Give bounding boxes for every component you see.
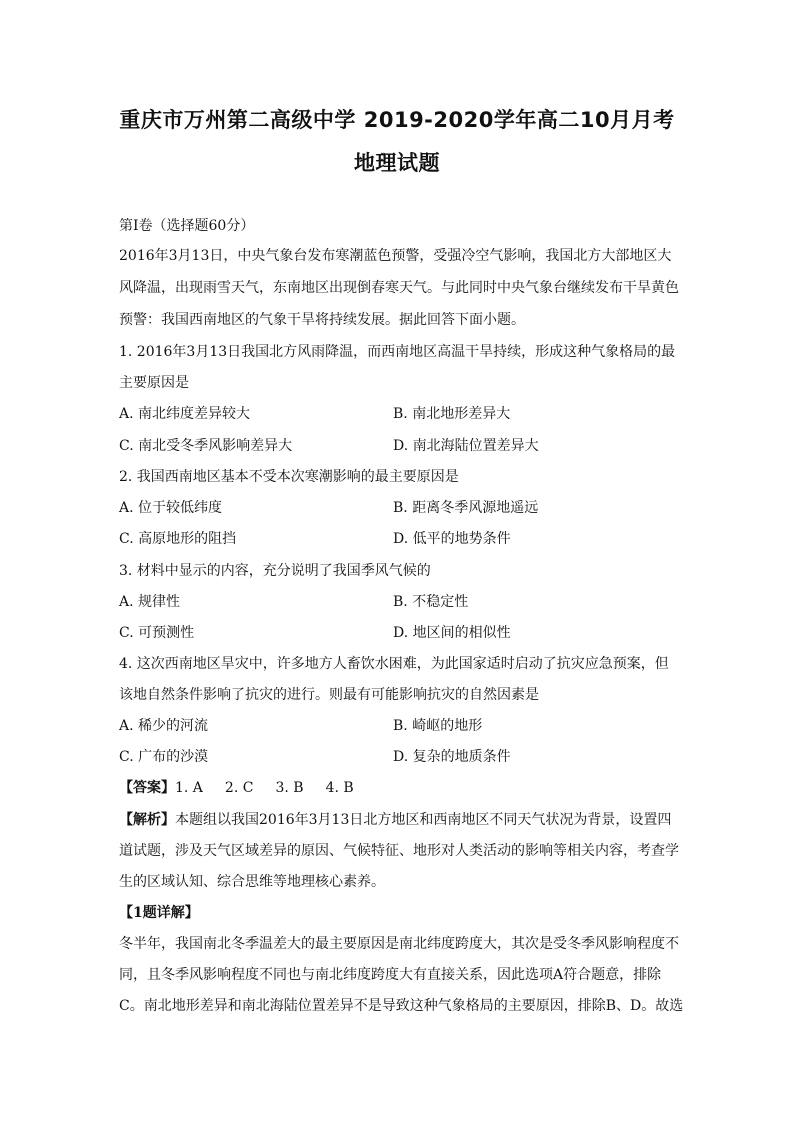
detail-heading: 【1题详解】 <box>119 905 199 921</box>
detail-line: 冬半年，我国南北冬季温差大的最主要原因是南北纬度跨度大，其次是受冬季风影响程度不 <box>119 936 679 952</box>
answer-item: 4. B <box>325 780 354 796</box>
question-stem: 4. 这次西南地区旱灾中，许多地方人畜饮水困难，为此国家适时启动了抗灾应急预案，但 <box>119 656 669 672</box>
option-b: B. 距离冬季风源地遥远 <box>393 500 539 516</box>
option-c: C. 广布的沙漠 <box>119 749 209 765</box>
page-subtitle: 地理试题 <box>354 151 440 175</box>
answer-item: 2. C <box>224 780 254 796</box>
section-heading: 第Ⅰ卷（选择题60分） <box>119 218 255 234</box>
option-d: D. 南北海陆位置差异大 <box>393 438 539 454</box>
analysis-line <box>119 810 679 830</box>
option-a: A. 规律性 <box>119 594 181 610</box>
answer-line <box>119 778 679 798</box>
option-d: D. 复杂的地质条件 <box>393 749 511 765</box>
option-b: B. 崎岖的地形 <box>393 718 483 734</box>
answer-item: 1. A <box>175 780 203 796</box>
detail-line: 同，且冬季风影响程度不同也与南北纬度跨度大有直接关系，因此选项A符合题意，排除 <box>119 967 662 983</box>
option-a: A. 稀少的河流 <box>119 718 209 734</box>
question-stem: 主要原因是 <box>119 375 189 391</box>
option-b: B. 不稳定性 <box>393 594 469 610</box>
analysis-text: 本题组以我国2016年3月13日北方地区和西南地区不同天气状况为背景，设置四 <box>175 812 672 828</box>
option-d: D. 地区间的相似性 <box>393 625 511 641</box>
question-stem: 该地自然条件影响了抗灾的进行。则最有可能影响抗灾的自然因素是 <box>119 687 539 703</box>
intro-line: 风降温，出现雨雪天气，东南地区出现倒春寒天气。与此同时中央气象台继续发布干旱黄色 <box>119 280 679 296</box>
option-d: D. 低平的地势条件 <box>393 531 511 547</box>
intro-line: 2016年3月13日，中央气象台发布寒潮蓝色预警，受强冷空气影响，我国北方大部地区大 <box>119 248 672 264</box>
analysis-line: 生的区域认知、综合思维等地理核心素养。 <box>119 874 385 890</box>
option-a: A. 位于较低纬度 <box>119 500 223 516</box>
intro-line: 预警：我国西南地区的气象干旱将持续发展。据此回答下面小题。 <box>119 312 525 328</box>
option-c: C. 可预测性 <box>119 625 195 641</box>
detail-line: C。南北地形差异和南北海陆位置差异不是导致这种气象格局的主要原因，排除B、D。故选 <box>119 998 684 1014</box>
option-c: C. 南北受冬季风影响差异大 <box>119 438 293 454</box>
answer-label: 【答案】 <box>119 780 175 796</box>
option-c: C. 高原地形的阻挡 <box>119 531 237 547</box>
question-stem: 1. 2016年3月13日我国北方风雨降温，而西南地区高温干旱持续，形成这种气象格局的最 <box>119 344 676 360</box>
option-b: B. 南北地形差异大 <box>393 406 511 422</box>
question-stem: 2. 我国西南地区基本不受本次寒潮影响的最主要原因是 <box>119 469 459 485</box>
option-a: A. 南北纬度差异较大 <box>119 406 251 422</box>
page-title: 重庆市万州第二高级中学 2019-2020学年高二10月月考 <box>119 108 675 132</box>
analysis-label: 【解析】 <box>119 812 175 828</box>
answer-item: 3. B <box>275 780 304 796</box>
question-stem: 3. 材料中显示的内容，充分说明了我国季风气候的 <box>119 563 431 579</box>
analysis-line: 道试题，涉及天气区域差异的原因、气候特征、地形对人类活动的影响等相关内容，考查学 <box>119 843 679 859</box>
